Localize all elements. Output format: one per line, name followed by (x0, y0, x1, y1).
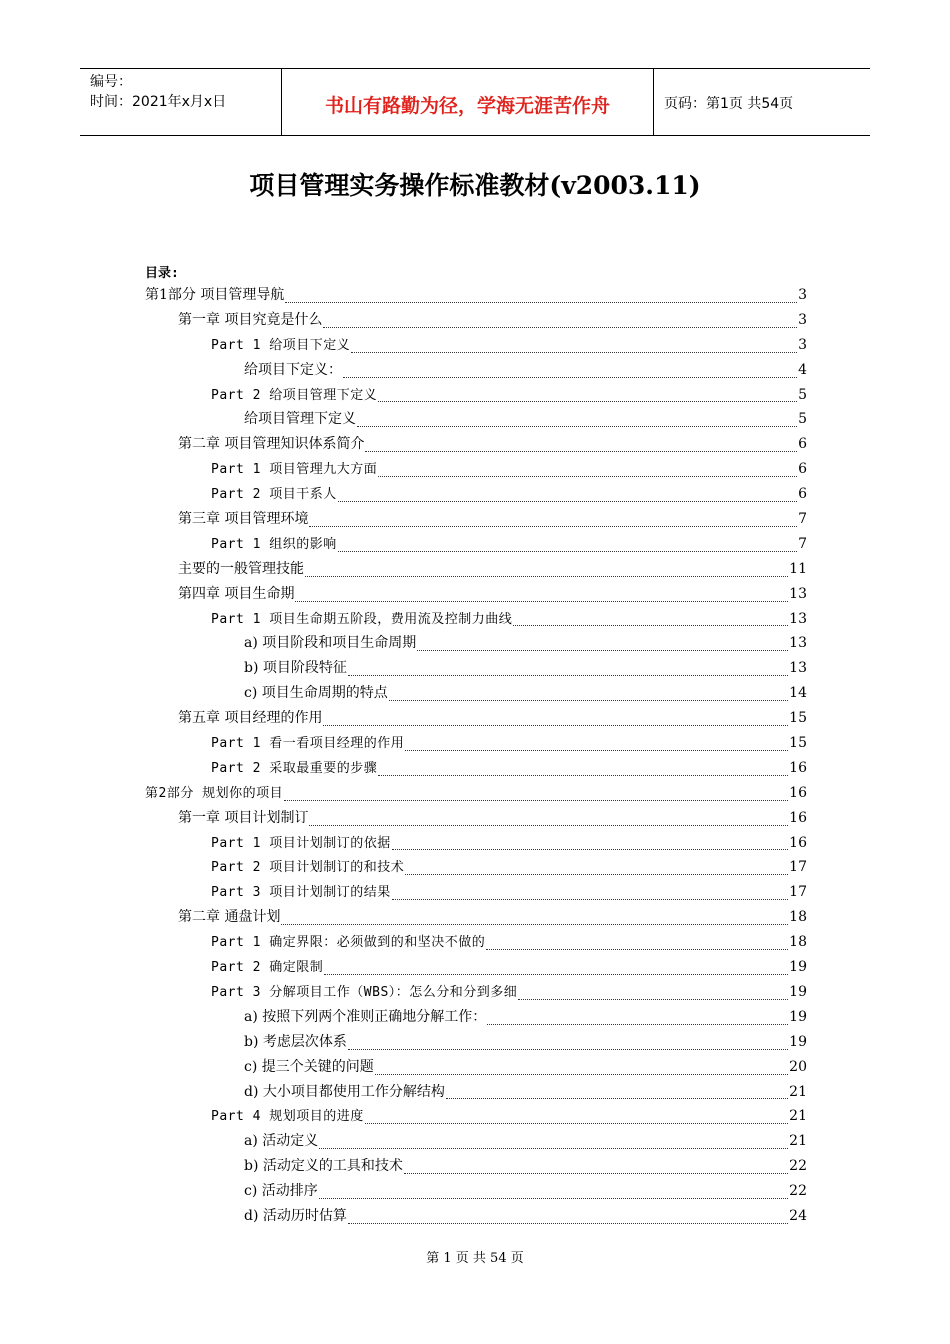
toc-entry-page: 16 (789, 834, 807, 851)
toc-entry-title: a) 按照下列两个准则正确地分解工作： (244, 1008, 487, 1025)
toc-entry-page: 18 (789, 909, 807, 926)
toc-entry[interactable] (145, 856, 807, 881)
toc-leader-dots (392, 899, 788, 900)
toc-entry[interactable] (145, 782, 807, 807)
toc-entry-page: 14 (789, 685, 807, 702)
toc-entry-title: c) 提三个关键的问题 (244, 1058, 374, 1075)
toc-entry-title: 第二章 项目管理知识体系简介 (178, 436, 365, 453)
toc-entry[interactable] (145, 682, 807, 707)
toc-entry-title: 第1部分 项目管理导航 (145, 287, 285, 303)
toc-entry-page: 6 (798, 436, 807, 453)
toc-entry-title: 第一章 项目究竟是什么 (178, 311, 323, 328)
toc-leader-dots (348, 675, 788, 676)
toc-entry[interactable] (145, 1006, 807, 1031)
toc-leader-dots (323, 725, 788, 726)
toc-entry[interactable] (145, 632, 807, 657)
toc-entry-page: 16 (789, 784, 807, 801)
toc-entry-title: a) 项目阶段和项目生命周期 (244, 635, 417, 652)
toc-entry[interactable] (145, 359, 807, 384)
toc-entry-page: 15 (789, 735, 807, 752)
toc-leader-dots (513, 625, 788, 626)
toc-entry[interactable] (145, 384, 807, 409)
toc-entry[interactable] (145, 508, 807, 533)
toc-entry[interactable] (145, 433, 807, 458)
toc-leader-dots (295, 601, 788, 602)
toc-entry-page: 7 (798, 511, 807, 528)
toc-entry[interactable] (145, 558, 807, 583)
toc-entry[interactable] (145, 1056, 807, 1081)
toc-leader-dots (357, 426, 797, 427)
toc-leader-dots (404, 1173, 788, 1174)
toc-entry-title: Part 3 项目计划制订的结果 (211, 885, 391, 901)
toc-entry[interactable] (145, 832, 807, 857)
toc-entry-page: 22 (789, 1158, 807, 1175)
toc-entry[interactable] (145, 458, 807, 483)
toc-label: 目录: (145, 266, 179, 281)
toc-entry-title: Part 2 确定限制 (211, 960, 324, 976)
toc-entry-title: Part 1 项目生命期五阶段，费用流及控制力曲线 (211, 611, 513, 627)
toc-leader-dots (284, 800, 788, 801)
toc-entry-page: 15 (789, 710, 807, 727)
toc-leader-dots (518, 999, 788, 1000)
toc-entry-page: 19 (789, 1008, 807, 1025)
toc-entry[interactable] (145, 881, 807, 906)
toc-entry[interactable] (145, 1081, 807, 1106)
toc-entry[interactable] (145, 334, 807, 359)
toc-leader-dots (343, 377, 797, 378)
toc-entry-page: 3 (798, 311, 807, 328)
toc-entry-title: 第一章 项目计划制订 (178, 809, 309, 826)
toc-entry-page: 13 (789, 585, 807, 602)
toc-entry-page: 7 (798, 535, 807, 552)
toc-entry-page: 3 (798, 336, 807, 353)
toc-entry-page: 13 (789, 660, 807, 677)
toc-leader-dots (351, 352, 797, 353)
toc-entry[interactable] (145, 1155, 807, 1180)
toc-entry-title: Part 3 分解项目工作（WBS）：怎么分和分到多细 (211, 984, 518, 1000)
toc-leader-dots (285, 302, 797, 303)
toc-leader-dots (365, 451, 797, 452)
toc-entry-title: 第四章 项目生命期 (178, 585, 295, 602)
toc-leader-dots (324, 974, 788, 975)
time-label: 时间：2021年x月x日 (90, 94, 227, 110)
toc-entry-title: Part 1 确定界限：必须做到的和坚决不做的 (211, 935, 486, 951)
toc-entry[interactable] (145, 732, 807, 757)
toc-entry-title: Part 2 项目计划制订的和技术 (211, 860, 405, 876)
toc-entry-title: b) 考虑层次体系 (244, 1033, 347, 1050)
toc-entry-title: c) 项目生命周期的特点 (244, 685, 388, 702)
toc-entry[interactable] (145, 707, 807, 732)
toc-leader-dots (319, 1198, 788, 1199)
toc-entry-page: 20 (789, 1058, 807, 1075)
toc-entry-page: 4 (798, 361, 807, 378)
toc-entry-title: d) 活动历时估算 (244, 1207, 347, 1224)
toc-entry[interactable] (145, 1180, 807, 1205)
toc-entry-page: 21 (789, 1133, 807, 1150)
toc-entry-title: 给项目下定义： (244, 361, 342, 378)
toc-entry-page: 16 (789, 809, 807, 826)
toc-entry[interactable] (145, 1105, 807, 1130)
toc-entry-page: 19 (789, 983, 807, 1000)
toc-entry-title: Part 2 项目干系人 (211, 487, 337, 503)
toc-leader-dots (417, 650, 788, 651)
toc-entry-page: 11 (789, 560, 807, 577)
toc-entry-title: Part 2 采取最重要的步骤 (211, 760, 378, 776)
toc-entry[interactable] (145, 408, 807, 433)
toc-entry[interactable] (145, 906, 807, 931)
toc-entry[interactable] (145, 657, 807, 682)
toc-leader-dots (319, 1148, 788, 1149)
toc-entry-page: 3 (798, 287, 807, 303)
toc-entry-title: Part 4 规划项目的进度 (211, 1109, 364, 1125)
toc-entry-title: 第五章 项目经理的作用 (178, 710, 323, 727)
toc-entry[interactable] (145, 309, 807, 334)
toc-leader-dots (338, 551, 797, 552)
toc-leader-dots (378, 401, 797, 402)
toc-leader-dots (378, 476, 797, 477)
toc-entry-page: 13 (789, 610, 807, 627)
toc-entry-page: 17 (789, 884, 807, 901)
toc-entry[interactable] (145, 807, 807, 832)
toc-leader-dots (392, 849, 788, 850)
toc-entry-page: 21 (789, 1108, 807, 1125)
toc-entry-page: 16 (789, 759, 807, 776)
toc-leader-dots (323, 327, 797, 328)
toc-entry-title: Part 1 看一看项目经理的作用 (211, 736, 405, 752)
toc-entry-title: 第二章 通盘计划 (178, 909, 281, 926)
table-of-contents (145, 284, 807, 1230)
header-motto: 书山有路勤为径，学海无涯苦作舟 (282, 69, 654, 135)
toc-entry-page: 22 (789, 1183, 807, 1200)
toc-leader-dots (375, 1074, 788, 1075)
toc-leader-dots (378, 775, 788, 776)
toc-leader-dots (309, 825, 788, 826)
toc-entry-page: 21 (789, 1083, 807, 1100)
header-page-info: 页码：第1页 共54页 (664, 96, 794, 112)
toc-entry-title: Part 1 组织的影响 (211, 536, 337, 552)
toc-entry[interactable] (145, 1031, 807, 1056)
toc-entry-title: 主要的一般管理技能 (178, 560, 304, 577)
toc-entry-title: Part 2 给项目管理下定义 (211, 387, 378, 403)
toc-entry[interactable] (145, 931, 807, 956)
toc-leader-dots (365, 1123, 788, 1124)
page-header (80, 68, 870, 136)
toc-entry-page: 6 (798, 486, 807, 503)
toc-entry-title: 第三章 项目管理环境 (178, 511, 309, 528)
toc-entry-title: Part 1 给项目下定义 (211, 337, 351, 353)
toc-entry-title: c) 活动排序 (244, 1183, 318, 1200)
toc-leader-dots (389, 700, 788, 701)
toc-entry[interactable] (145, 533, 807, 558)
toc-entry-title: b) 活动定义的工具和技术 (244, 1158, 403, 1175)
toc-entry-page: 18 (789, 934, 807, 951)
toc-entry[interactable] (145, 1205, 807, 1230)
toc-leader-dots (348, 1223, 788, 1224)
toc-entry-page: 5 (798, 386, 807, 403)
toc-entry-page: 19 (789, 959, 807, 976)
toc-entry-title: b) 项目阶段特征 (244, 660, 347, 677)
toc-leader-dots (487, 1024, 788, 1025)
toc-entry[interactable] (145, 757, 807, 782)
toc-leader-dots (405, 750, 788, 751)
toc-entry-page: 6 (798, 461, 807, 478)
toc-leader-dots (446, 1098, 788, 1099)
document-title: 项目管理实务操作标准教材(v2003.11) (249, 171, 701, 200)
toc-entry[interactable] (145, 483, 807, 508)
toc-entry-title: d) 大小项目都使用工作分解结构 (244, 1083, 445, 1100)
toc-entry-page: 24 (789, 1207, 807, 1224)
toc-entry-page: 19 (789, 1033, 807, 1050)
toc-entry-title: a) 活动定义 (244, 1133, 319, 1150)
toc-entry-page: 13 (789, 635, 807, 652)
toc-leader-dots (486, 949, 788, 950)
toc-entry[interactable] (145, 608, 807, 633)
toc-entry[interactable] (145, 1130, 807, 1155)
toc-entry[interactable] (145, 284, 807, 309)
toc-entry-page: 17 (789, 859, 807, 876)
toc-entry-title: 给项目管理下定义 (244, 411, 356, 428)
toc-entry-title: 第2部分 规划你的项目 (145, 785, 284, 801)
toc-leader-dots (348, 1049, 788, 1050)
header-meta (80, 69, 282, 135)
toc-entry-page: 5 (798, 411, 807, 428)
toc-leader-dots (281, 924, 788, 925)
toc-leader-dots (405, 874, 788, 875)
toc-entry-title: Part 1 项目管理九大方面 (211, 462, 378, 478)
toc-leader-dots (305, 576, 788, 577)
toc-entry[interactable] (145, 956, 807, 981)
toc-entry-title: Part 1 项目计划制订的依据 (211, 835, 391, 851)
toc-leader-dots (309, 526, 797, 527)
toc-entry[interactable] (145, 583, 807, 608)
toc-entry[interactable] (145, 981, 807, 1006)
page-footer: 第 1 页 共 54 页 (426, 1251, 524, 1266)
toc-leader-dots (338, 501, 797, 502)
number-label: 编号： (90, 74, 132, 90)
